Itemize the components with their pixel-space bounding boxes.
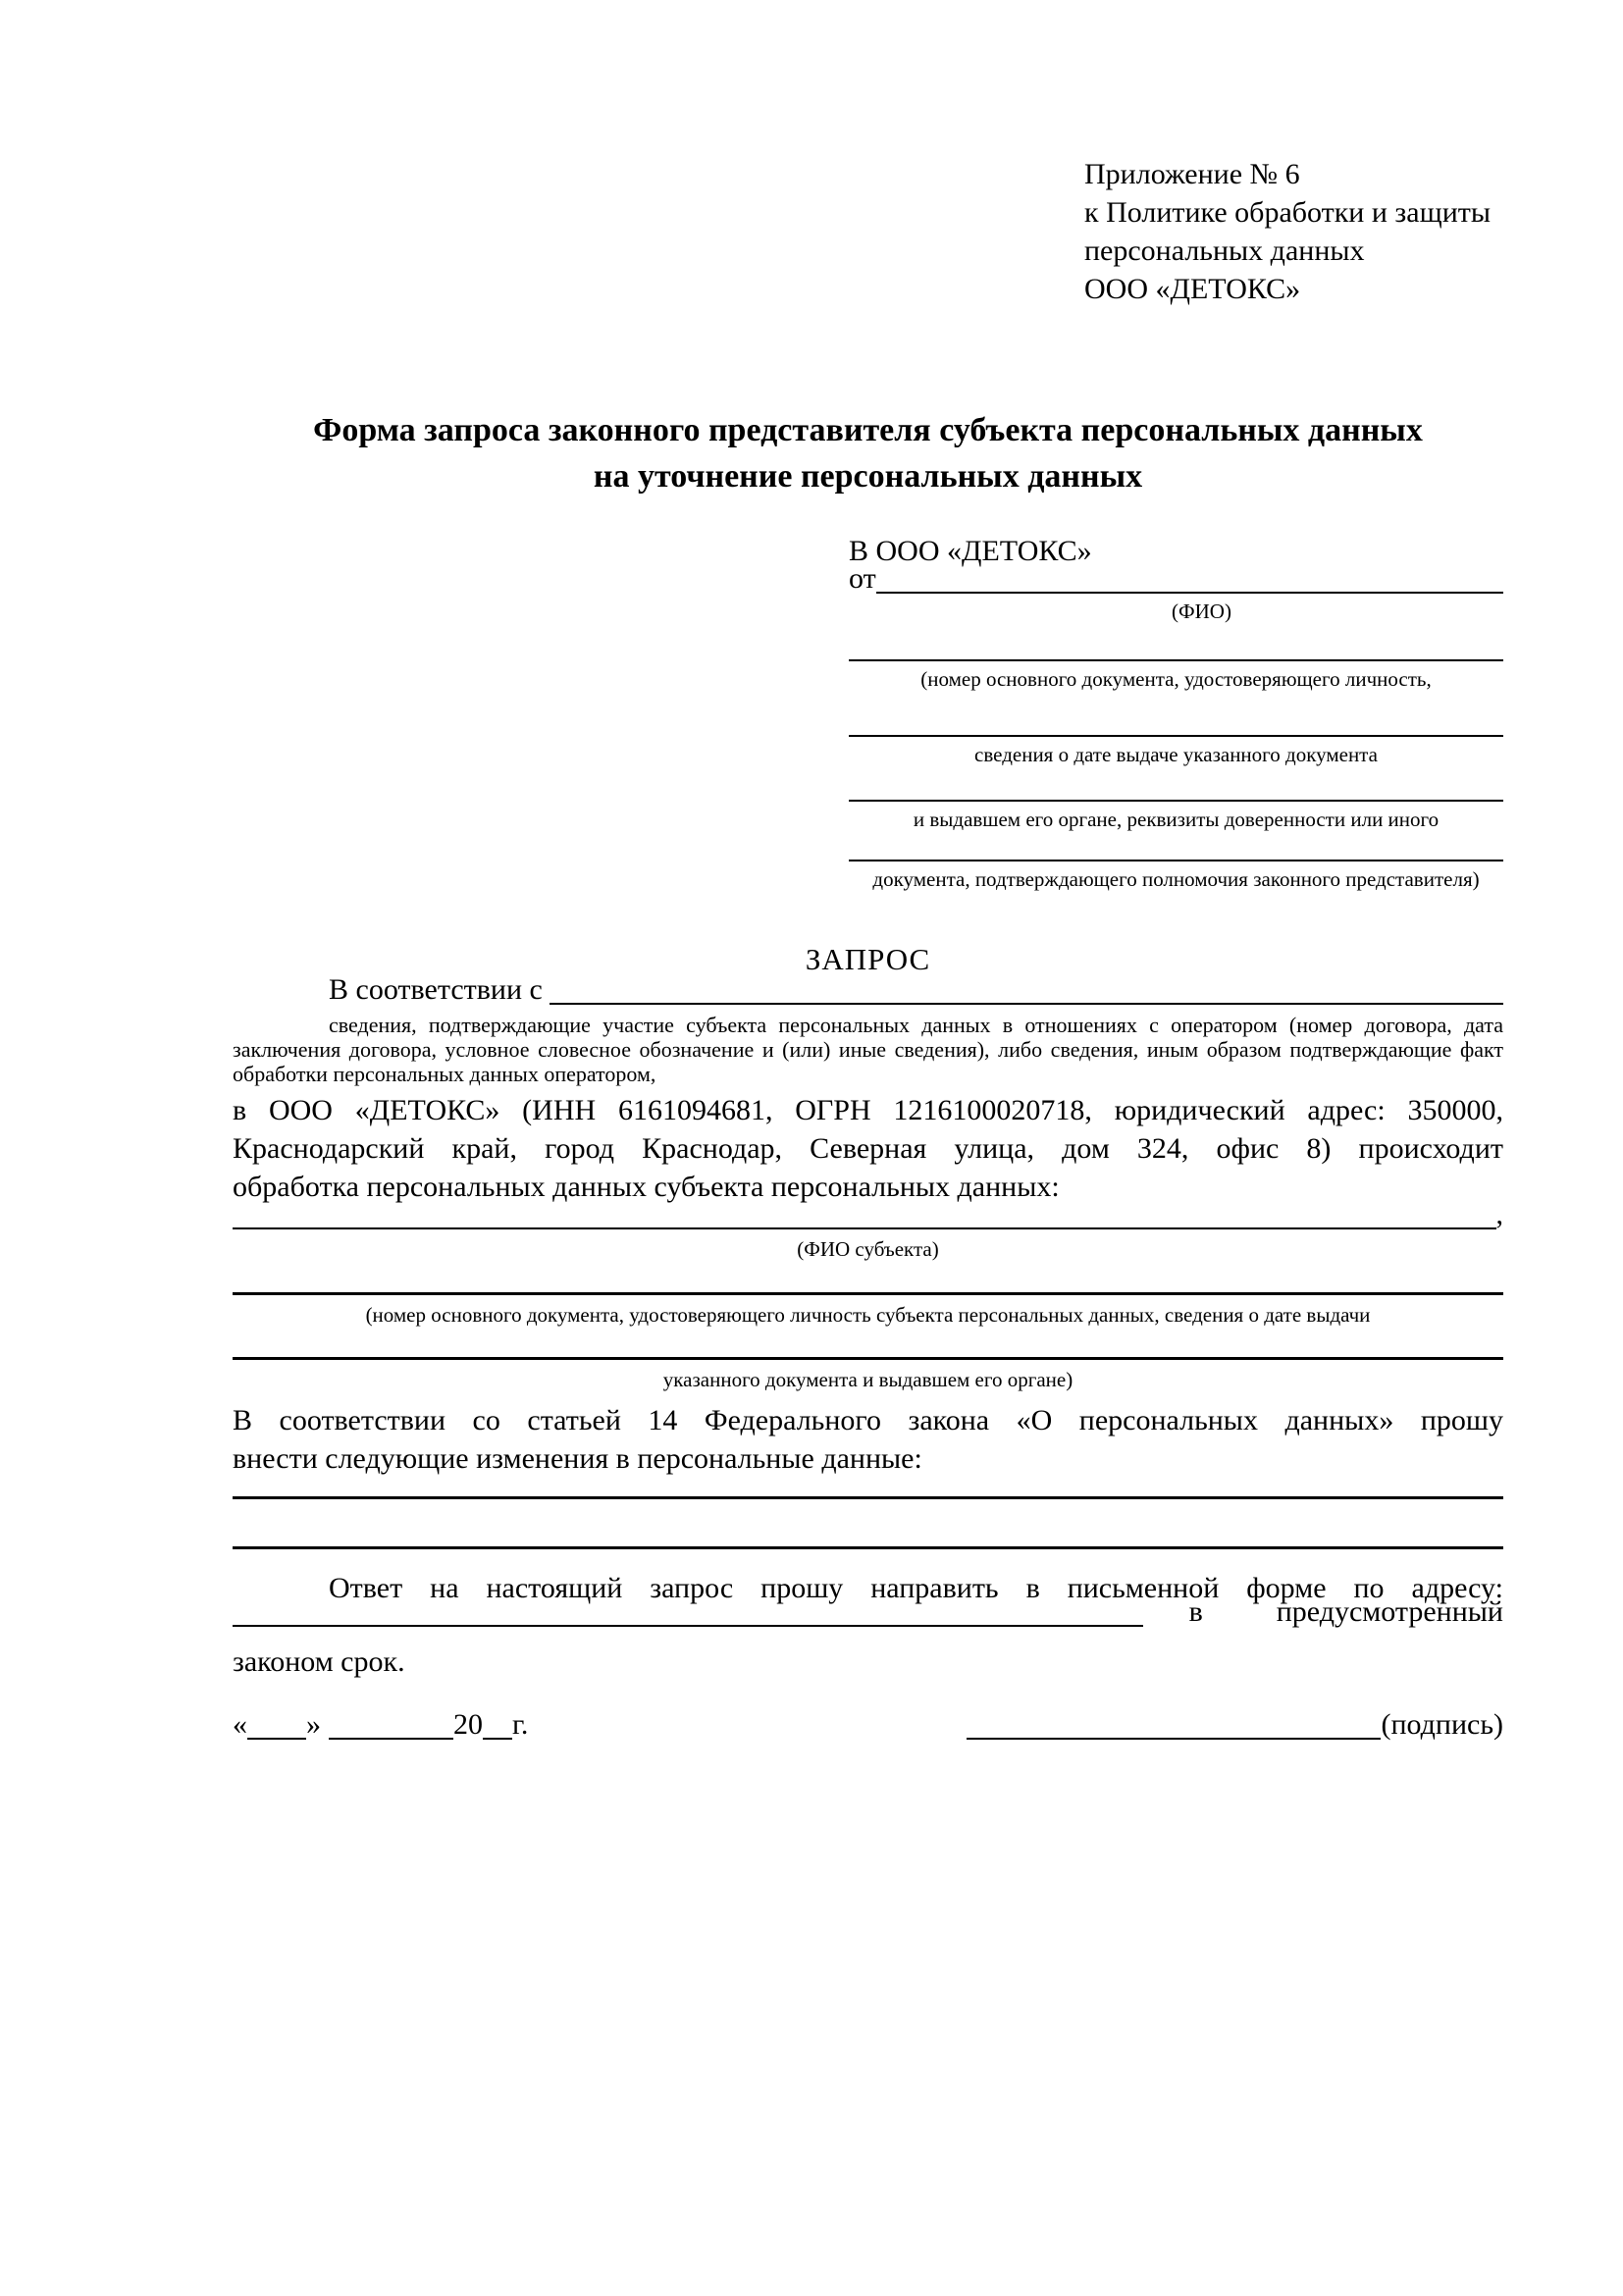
date-signature-row — [233, 1708, 1503, 1741]
month-blank-field — [329, 1714, 453, 1740]
subject-doc-blank-field — [233, 1292, 1503, 1295]
answer-word: предусмотренный — [1276, 1595, 1503, 1628]
note-line: сведения, подтверждающие участие субъекта персональных данных в отношениях с оператором (номер договора, дата — [329, 1013, 1503, 1037]
subject-fio-row — [233, 1198, 1503, 1230]
date-quote-close: » — [306, 1708, 321, 1741]
changes-blank-field — [233, 1496, 1503, 1499]
answer-paragraph-line: Ответ на настоящий запрос прошу направить в письменной форме по адресу: — [329, 1572, 1503, 1604]
note-line: обработки персональных данных оператором, — [233, 1062, 656, 1086]
accordance-label: В соответствии с — [329, 973, 550, 1006]
answer-address-row — [233, 1595, 1503, 1628]
representative-doc-blank-field — [849, 800, 1503, 802]
from-row — [849, 562, 1503, 595]
date-quote-open: « — [233, 1708, 247, 1741]
representative-doc-caption: и выдавшем его органе, реквизиты доверенности или иного — [913, 808, 1440, 831]
representative-doc-blank-field — [849, 860, 1503, 861]
representative-doc-caption: сведения о дате выдаче указанного документа — [974, 743, 1378, 766]
operator-paragraph-line: в ООО «ДЕТОКС» (ИНН 6161094681, ОГРН 1216100020718, юридический адрес: 350000, — [233, 1094, 1503, 1126]
answer-paragraph-line: законом срок. — [233, 1645, 405, 1678]
addressee-org: В ООО «ДЕТОКС» — [849, 535, 1092, 567]
appendix-block — [1084, 155, 1503, 308]
accordance-note — [233, 1013, 1503, 1086]
address-blank-field — [233, 1605, 1143, 1627]
form-title-line-1: Форма запроса законного представителя субъекта персональных данных — [313, 412, 1423, 448]
accordance-blank-field — [550, 975, 1503, 1005]
answer-word: в — [1188, 1595, 1203, 1628]
year-prefix: 20 — [453, 1708, 483, 1741]
accordance-row — [233, 973, 1503, 1006]
subject-fio-blank-field — [233, 1204, 1496, 1229]
subject-doc-blank-field — [233, 1357, 1503, 1360]
appendix-line: Приложение № 6 — [1084, 158, 1300, 190]
operator-paragraph — [233, 1091, 1503, 1206]
operator-paragraph-line: Краснодарский край, город Краснодар, Северная улица, дом 324, офис 8) происходит — [233, 1132, 1503, 1165]
law-paragraph-line: В соответствии со статьей 14 Федерального закона «О персональных данных» прошу — [233, 1404, 1503, 1436]
appendix-line: персональных данных — [1084, 235, 1365, 267]
representative-doc-blank-field — [849, 735, 1503, 737]
signature-caption: (подпись) — [1381, 1708, 1503, 1741]
year-blank-field — [483, 1714, 512, 1740]
representative-fio-blank-field — [876, 568, 1503, 594]
answer-paragraph — [233, 1569, 1503, 1681]
year-suffix: г. — [512, 1708, 529, 1741]
appendix-line: ООО «ДЕТОКС» — [1084, 273, 1301, 305]
from-label: от — [849, 562, 876, 595]
subject-doc-caption: (номер основного документа, удостоверяющего личность субъекта персональных данных, сведения о дате выдачи — [365, 1303, 1371, 1327]
appendix-line: к Политике обработки и защиты — [1084, 196, 1492, 229]
subject-fio-caption: (ФИО субъекта) — [797, 1237, 939, 1261]
addressee-block — [849, 532, 1503, 891]
representative-doc-caption: (номер основного документа, удостоверяющего личность, — [920, 667, 1432, 691]
representative-doc-caption: документа, подтверждающего полномочия законного представителя) — [872, 867, 1480, 891]
law-paragraph-line: внести следующие изменения в персональные данные: — [233, 1442, 922, 1475]
fio-caption: (ФИО) — [1172, 600, 1231, 623]
day-blank-field — [247, 1714, 306, 1740]
changes-blank-field — [233, 1546, 1503, 1549]
law-paragraph — [233, 1401, 1503, 1478]
form-title — [233, 407, 1503, 499]
note-line: заключения договора, условное словесное обозначение и (или) иные сведения), либо сведения, иным образом подтверждающие факт — [233, 1037, 1503, 1062]
trailing-comma: , — [1495, 1198, 1503, 1230]
representative-doc-blank-field — [849, 659, 1503, 661]
operator-paragraph-line: обработка персональных данных субъекта персональных данных: — [233, 1171, 1060, 1203]
subject-doc-caption: указанного документа и выдавшем его органе) — [662, 1368, 1073, 1391]
request-heading: ЗАПРОС — [805, 942, 931, 976]
signature-blank-field — [967, 1714, 1381, 1740]
form-title-line-2: на уточнение персональных данных — [593, 458, 1143, 495]
